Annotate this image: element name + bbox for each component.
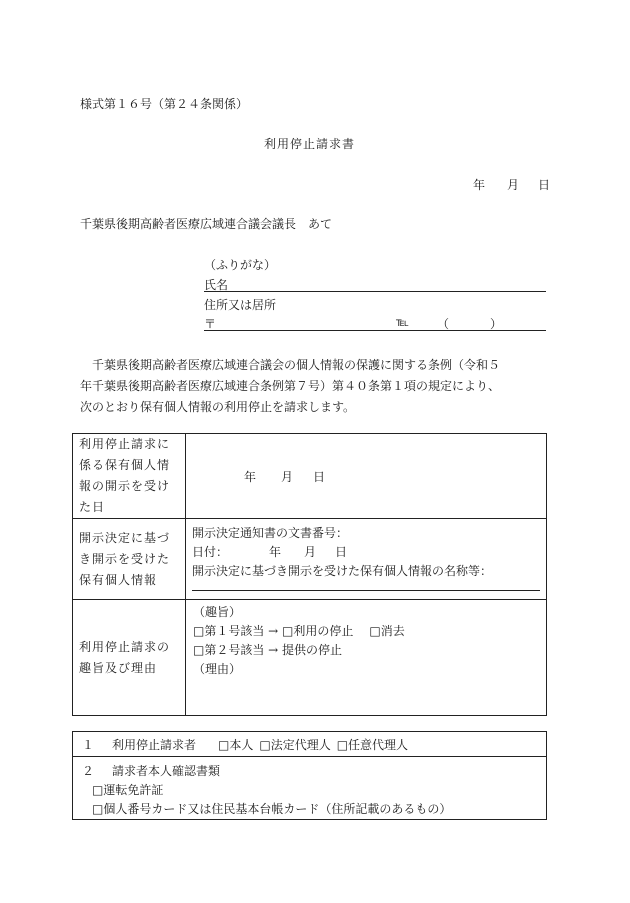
option-stop-provision-label: 提供の停止	[282, 643, 343, 657]
purpose-label-cell	[73, 600, 186, 716]
table-row	[73, 757, 547, 820]
address-label: 住所又は居所	[204, 298, 277, 312]
address-field-line[interactable]	[204, 330, 546, 331]
id-docs-number: ２	[82, 764, 95, 778]
date-month-label: 月	[507, 178, 520, 192]
disclosed-info-label-cell	[73, 519, 186, 600]
addressee: 千葉県後期高齢者医療広域連合議会議長 あて	[80, 217, 333, 231]
doc-number-label: 開示決定通知書の文書番号：	[192, 526, 349, 540]
requester-type-number: １	[82, 737, 95, 752]
option-1-line	[193, 622, 546, 641]
option-erase-checkbox[interactable]: □消去	[369, 624, 405, 638]
requester-legal-checkbox[interactable]: □法定代理人	[259, 737, 331, 752]
requester-voluntary-checkbox[interactable]: □任意代理人	[336, 737, 409, 752]
form-number: 様式第１６号（第２４条関係）	[80, 97, 249, 111]
table-row	[73, 519, 547, 600]
disclosed-month-label: 月	[304, 545, 317, 559]
body-line-2: 年千葉県後期高齢者医療広域連合条例第７号）第４０条第１項の規定により、	[80, 379, 501, 393]
id-card-checkbox[interactable]: □個人番号カード又は住民基本台帳カード（住所記載のあるもの）	[92, 802, 452, 816]
option-2-line	[193, 641, 546, 660]
disclosed-info-cell[interactable]	[186, 519, 547, 600]
disclosure-date-label-cell	[73, 434, 186, 519]
requester-info-table	[72, 731, 547, 820]
tel-icon: ℡	[396, 315, 409, 329]
requester-self-checkbox[interactable]: □本人	[218, 737, 254, 752]
name-field-line[interactable]	[204, 291, 546, 292]
disclosure-date-label: 利用停止請求に係る保有個人情報の開示を受けた日	[79, 437, 171, 514]
id-docs-cell	[73, 757, 547, 820]
disclosed-info-label: 開示決定に基づき開示を受けた保有個人情報	[79, 530, 171, 587]
name-label: 氏名	[204, 278, 229, 292]
table-row	[73, 732, 547, 757]
table-row	[73, 600, 547, 716]
disclosure-month-label: 月	[281, 470, 294, 484]
disclosure-year-label: 年	[244, 470, 257, 484]
tel-paren-close: ）	[490, 317, 503, 331]
requester-type-cell	[73, 732, 547, 757]
purpose-cell[interactable]	[186, 600, 547, 716]
body-line-3: 次のとおり保有個人情報の利用停止を請求します。	[80, 400, 356, 414]
drivers-license-checkbox[interactable]: □運転免許証	[92, 783, 164, 797]
body-line-1: 千葉県後期高齢者医療広域連合議会の個人情報の保護に関する条例（令和５	[80, 358, 501, 372]
purpose-label: 利用停止請求の趣旨及び理由	[79, 639, 171, 675]
reason-header: （理由）	[193, 662, 242, 676]
date-day-label: 日	[538, 178, 551, 192]
disclosed-date-label: 日付：	[192, 545, 229, 559]
id-docs-header-line	[82, 762, 546, 781]
requester-type-label: 利用停止請求者	[112, 737, 197, 752]
furigana-label: （ふりがな）	[204, 258, 277, 272]
disclosure-date-cell[interactable]	[186, 434, 547, 519]
postal-mark: 〒	[204, 317, 217, 331]
info-name-line	[192, 590, 540, 591]
id-docs-label: 請求者本人確認書類	[112, 764, 221, 778]
request-details-table	[72, 433, 547, 716]
disclosure-day-label: 日	[313, 470, 326, 484]
form-title: 利用停止請求書	[264, 137, 356, 151]
option-2-checkbox[interactable]: □第２号該当 →	[193, 643, 283, 657]
option-stop-use-checkbox[interactable]: □利用の停止	[282, 624, 354, 638]
disclosed-year-label: 年	[269, 545, 282, 559]
info-name-label: 開示決定に基づき開示を受けた保有個人情報の名称等：	[192, 564, 493, 578]
disclosed-date-line	[192, 543, 546, 562]
tel-paren-open: （	[437, 317, 450, 331]
table-row	[73, 434, 547, 519]
disclosed-day-label: 日	[335, 545, 348, 559]
option-1-checkbox[interactable]: □第１号該当 →	[193, 624, 283, 638]
date-year-label: 年	[473, 178, 486, 192]
purpose-header: （趣旨）	[193, 605, 242, 619]
